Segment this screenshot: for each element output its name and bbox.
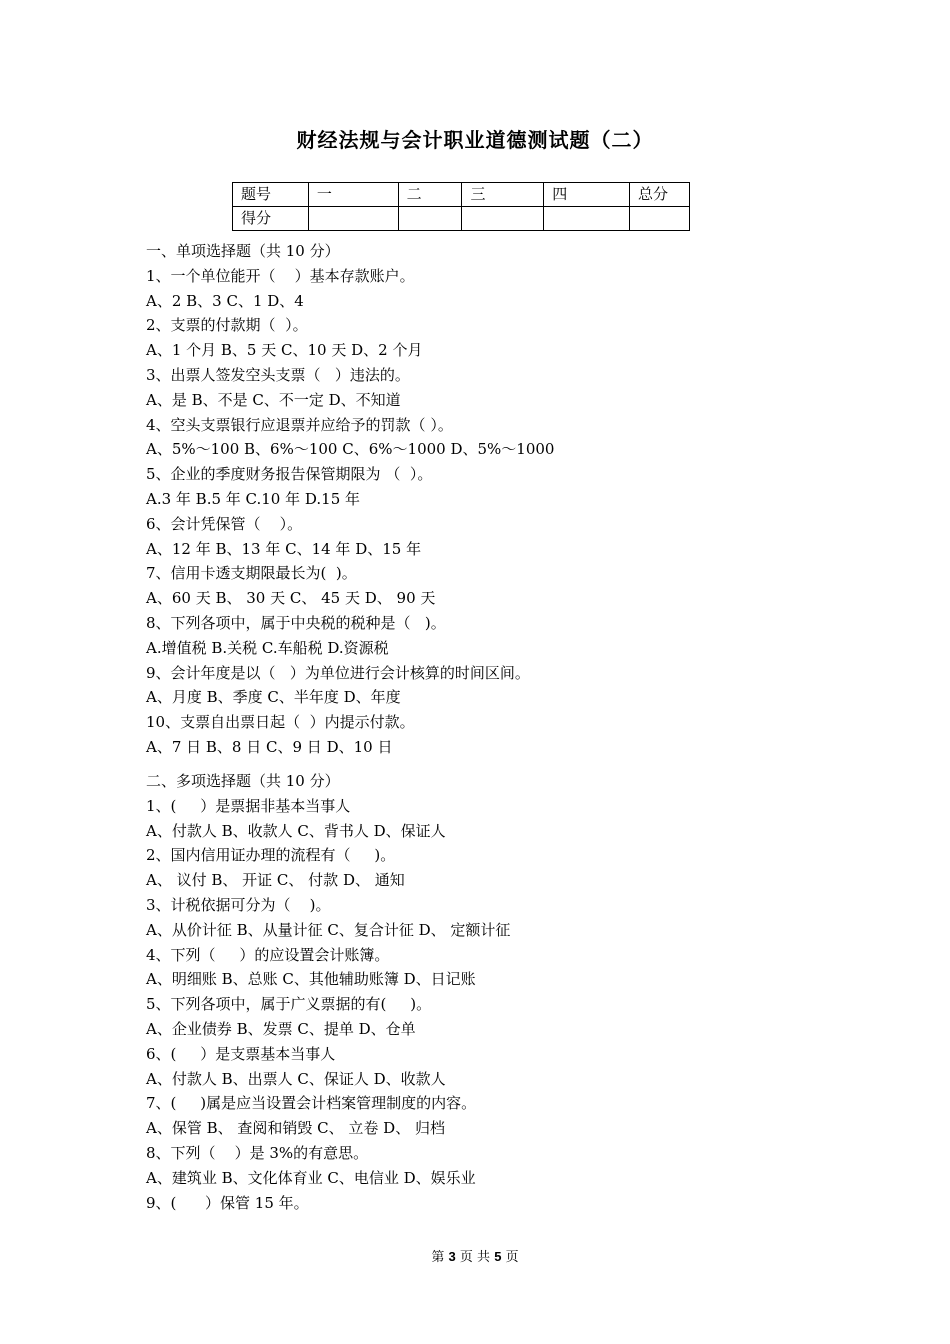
question-line: 5、下列各项中，属于广义票据的有( )。 xyxy=(146,995,432,1014)
question-line: 2、国内信用证办理的流程有（ )。 xyxy=(146,846,396,865)
question-line: 1、一个单位能开（ ）基本存款账户。 xyxy=(146,266,415,285)
question-line: 9、( ）保管 15 年。 xyxy=(146,1193,309,1212)
score-input-cell[interactable] xyxy=(630,207,690,231)
question-line: 10、支票自出票日起（ ）内提示付款。 xyxy=(146,713,415,732)
question-line: 6、( ）是支票基本当事人 xyxy=(146,1044,336,1063)
question-line: 8、下列各项中，属于中央税的税种是（ )。 xyxy=(146,613,446,632)
question-line: A、12 年 B、13 年 C、14 年 D、15 年 xyxy=(146,539,422,558)
question-line: 7、信用卡透支期限最长为( )。 xyxy=(146,564,357,583)
question-line: A、付款人 B、收款人 C、背书人 D、保证人 xyxy=(146,821,446,840)
question-line: 3、计税依据可分为（ )。 xyxy=(146,895,331,914)
table-cell: 得分 xyxy=(233,207,309,231)
question-line: A、 议付 B、 开证 C、 付款 D、 通知 xyxy=(146,871,405,890)
question-line: 4、下列（ ）的应设置会计账簿。 xyxy=(146,945,390,964)
question-line: A、是 B、不是 C、不一定 D、不知道 xyxy=(146,390,401,409)
question-line: 5、企业的季度财务报告保管期限为 （ ）。 xyxy=(146,465,433,484)
question-line: A、企业债券 B、发票 C、提单 D、仓单 xyxy=(146,1019,416,1038)
score-table-score-row xyxy=(233,207,690,231)
question-line: A、从价计征 B、从量计征 C、复合计征 D、 定额计征 xyxy=(146,920,511,939)
section-multiple-choice xyxy=(146,769,866,1215)
question-line: 7、( )属是应当设置会计档案管理制度的内容。 xyxy=(146,1094,477,1113)
question-line: 8、下列（ ）是 3%的有意思。 xyxy=(146,1143,369,1162)
table-cell: 题号 xyxy=(233,183,309,207)
question-line: A、保管 B、 查阅和销毁 C、 立卷 D、 归档 xyxy=(146,1119,445,1138)
table-cell: 总分 xyxy=(630,183,690,207)
footer-suffix: 页 xyxy=(505,1250,519,1265)
score-table xyxy=(232,182,690,231)
question-line: A、1 个月 B、5 天 C、10 天 D、2 个月 xyxy=(146,341,423,360)
question-line: 9、会计年度是以（ ）为单位进行会计核算的时间区间。 xyxy=(146,663,530,682)
score-table-header-row xyxy=(233,183,690,207)
table-cell: 一 xyxy=(308,183,398,207)
question-line: A.增值税 B.关税 C.车船税 D.资源税 xyxy=(146,638,389,657)
current-page-number: 3 xyxy=(448,1249,456,1264)
question-line: 2、支票的付款期（ ）。 xyxy=(146,316,308,335)
footer-prefix: 第 xyxy=(431,1250,445,1265)
page-title: 财经法规与会计职业道德测试题（二） xyxy=(296,128,654,152)
score-input-cell[interactable] xyxy=(544,207,630,231)
page-footer xyxy=(0,1246,950,1265)
question-line: A、付款人 B、出票人 C、保证人 D、收款人 xyxy=(146,1069,446,1088)
total-pages-number: 5 xyxy=(494,1249,502,1264)
section-single-choice xyxy=(146,239,866,760)
score-input-cell[interactable] xyxy=(308,207,398,231)
score-input-cell[interactable] xyxy=(398,207,462,231)
question-line: A.3 年 B.5 年 C.10 年 D.15 年 xyxy=(146,489,360,508)
section-heading: 二、多项选择题（共 10 分） xyxy=(146,772,340,790)
table-cell: 二 xyxy=(398,183,462,207)
question-line: A、月度 B、季度 C、半年度 D、年度 xyxy=(146,688,401,707)
score-input-cell[interactable] xyxy=(462,207,544,231)
question-line: 1、( ）是票据非基本当事人 xyxy=(146,796,351,815)
question-line: 4、空头支票银行应退票并应给予的罚款（ ）。 xyxy=(146,415,453,434)
question-line: A、建筑业 B、文化体育业 C、电信业 D、娱乐业 xyxy=(146,1168,476,1187)
question-line: 3、出票人签发空头支票（ ）违法的。 xyxy=(146,365,410,384)
question-list xyxy=(146,264,866,760)
question-line: A、5%～100 B、6%～100 C、6%～1000 D、5%～1000 xyxy=(146,440,555,459)
footer-middle: 页 共 xyxy=(459,1250,491,1265)
section-heading: 一、单项选择题（共 10 分） xyxy=(146,242,340,260)
question-list xyxy=(146,794,866,1216)
question-line: A、明细账 B、总账 C、其他辅助账簿 D、日记账 xyxy=(146,970,476,989)
question-line: A、60 天 B、 30 天 C、 45 天 D、 90 天 xyxy=(146,589,436,608)
question-line: A、2 B、3 C、1 D、4 xyxy=(146,291,304,310)
table-cell: 四 xyxy=(544,183,630,207)
question-line: A、7 日 B、8 日 C、9 日 D、10 日 xyxy=(146,737,393,756)
table-cell: 三 xyxy=(462,183,544,207)
question-line: 6、会计凭保管（ ）。 xyxy=(146,514,303,533)
